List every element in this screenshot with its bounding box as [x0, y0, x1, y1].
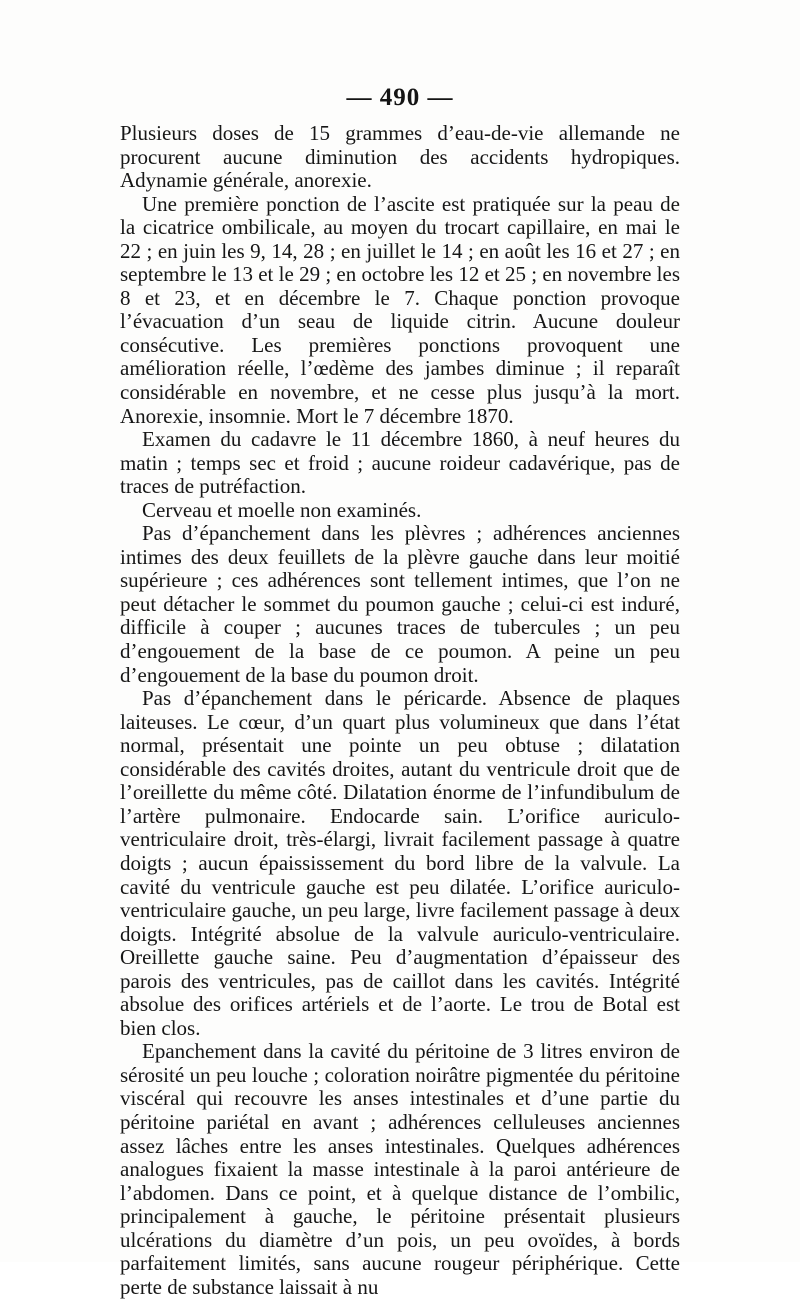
- body-text: [120, 122, 680, 1299]
- paragraph-pleura-lungs: Pas d’épanchement dans les plèvres ; adhérences anciennes intimes des deux feuillets de la plèvre gauche dans leur moitié supérieure ; ces adhérences sont tellement intimes, que l’on ne peut détacher le sommet du poumon gauche ; celui-ci est induré, difficile à couper ; aucunes traces de tubercules ; un peu d’engouement de la base de ce poumon. A peine un peu d’engouement de la base du poumon droit.: [120, 521, 680, 687]
- paragraph-brain-spine: Cerveau et moelle non examinés.: [142, 497, 422, 522]
- paragraph-hydropic-accidents: Plusieurs doses de 15 grammes d’eau-de-vie allemande ne procurent aucune diminution des accidents hydropiques. Adynamie générale, anorexie.: [120, 121, 680, 193]
- paragraph-ascites-punctures: Une première ponction de l’ascite est pratiquée sur la peau de la cicatrice ombilicale, au moyen du trocart capillaire, en mai le 22 ; en juin les 9, 14, 28 ; en juillet le 14 ; en août les 16 et 27 ; en septembre le 13 et le 29 ; en octobre les 12 et 25 ; en novembre les 8 et 23, et en décembre le 7. Chaque ponction provoque l’évacuation d’un seau de liquide citrin. Aucune douleur consécutive. Les premières ponctions provoquent une amélioration réelle, l’œdème des jambes diminue ; il reparaît considérable en novembre, et ne cesse plus jusqu’à la mort. Anorexie, insomnie. Mort le 7 décembre 1870.: [120, 191, 680, 428]
- page-number: — 490 —: [346, 84, 454, 111]
- paragraph-pericardium-heart: Pas d’épanchement dans le péricarde. Absence de plaques laiteuses. Le cœur, d’un quart plus volumineux que dans l’état normal, présentait une pointe un peu obtuse ; dilatation considérable des cavités droites, autant du ventricule droit que de l’oreillette du même côté. Dilatation énorme de l’infundibulum de l’artère pulmonaire. Endocarde sain. L’orifice auriculo-ventriculaire droit, très-élargi, livrait facilement passage à quatre doigts ; aucun épaississement du bord libre de la valvule. La cavité du ventricule gauche est peu dilatée. L’orifice auriculo-ventriculaire gauche, un peu large, livre facilement passage à deux doigts. Intégrité absolue de la valvule auriculo-ventriculaire. Oreillette gauche saine. Peu d’augmentation d’épaisseur des parois des ventricules, pas de caillot dans les cavités. Intégrité absolue des orifices artériels et de l’aorte. Le trou de Botal est bien clos.: [120, 686, 680, 1040]
- paragraph-cadaver-exam: Examen du cadavre le 11 décembre 1860, à neuf heures du matin ; temps sec et froid ; aucune roideur cadavérique, pas de traces de putréfaction.: [120, 427, 680, 499]
- paragraph-peritoneum: Epanchement dans la cavité du péritoine de 3 litres environ de sérosité un peu louche ; coloration noirâtre pigmentée du péritoine viscéral qui recouvre les anses intestinales et d’une partie du péritoine pariétal en avant ; adhérences celluleuses anciennes assez lâches entre les anses intestinales. Quelques adhérences analogues fixaient la masse intestinale à la paroi antérieure de l’abdomen. Dans ce point, et à quelque distance de l’ombilic, principalement à gauche, le péritoine présentait plusieurs ulcérations du diamètre d’un pois, un peu ovoïdes, à bords parfaitement limités, sans aucune rougeur périphérique. Cette perte de substance laissait à nu: [120, 1039, 680, 1299]
